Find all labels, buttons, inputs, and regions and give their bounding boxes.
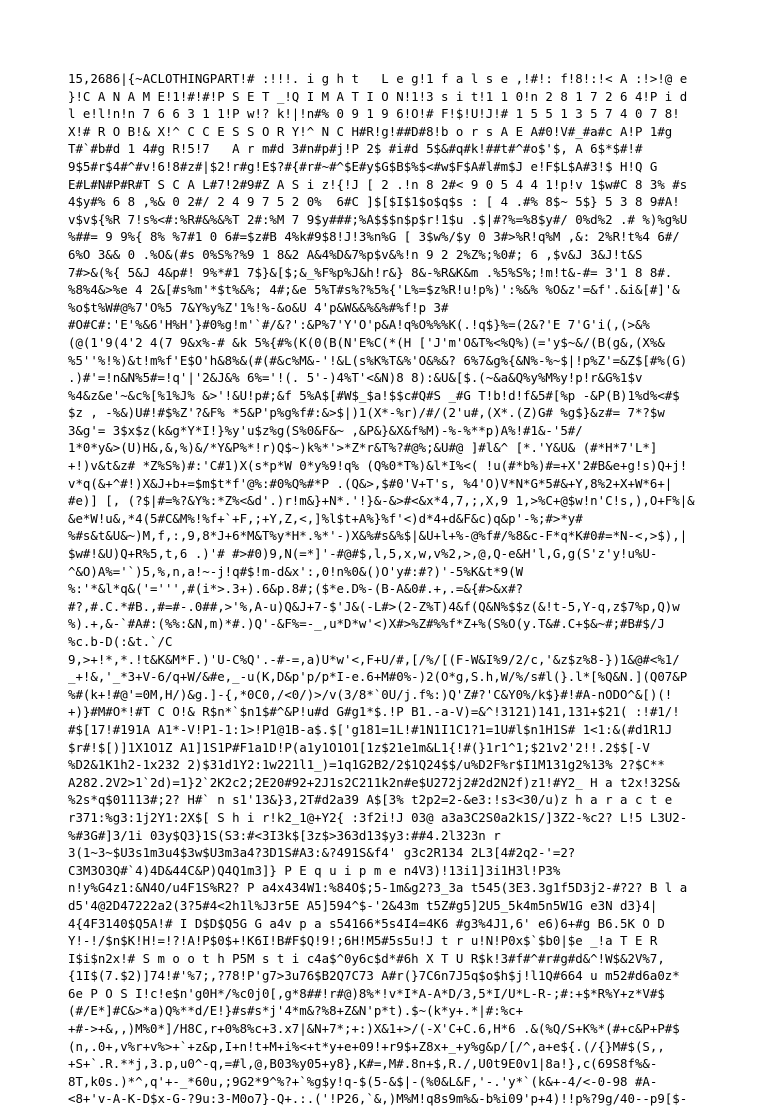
text-line: l e!l!n!n 7 6 6 3 1 1!P w!? k!|!n#% 0 9 1 9 6!O!# F!$!U!J!# 1 5 5 1 3 5 7 4 0 7 8! [68,106,680,122]
text-line: .)#'=!n&N%5#=!q'|'2&J&% 6%='!(. 5'-)4%T'<&N)8 8):&U&[$.(~&a&Q%y%M%y!p!r&G%1$v [68,370,643,386]
text-line: %D2&1K1h2-1x232 2)$31d1Y2:1w221l1_)=1q1G2B2/2$1Q24$$/u%D2F%r$I1M131g2%13% 2?$C** [68,757,665,773]
text-line: Y!-!/$n$K!H!=!?!A!P$0$+!K6I!B#F$Q!9!;6H!M5#5s5u!J t r u!N!P0x$`$b0|$e _!a T E R [68,933,658,949]
text-line: (@(1'9(4'2 4(7 9&x%-# &k 5%{#%(K(0(B(N'E%C(*(H ['J'm'O&T%<%Q%)(='y$~&/(B(g&,(X%& [68,334,665,350]
document-page [68,70,758,1107]
text-line: <8+'v-A-K-D$x-G-?9u:3-M0o7}-Q+.:.('!P26,`&,)M%M!q8s9m%&-b%i09'p+4)!!p%?9g/40--p9[$- [68,1091,688,1107]
text-line: +!)v&t&z# *Z%S%)#:'C#1)X(s*p*W 0*y%9!q% (Q%0*T%)&l*I%<( !u(#*b%)#=+X'2#B&e+g!s)Q+j! [68,458,688,474]
text-line: ^&O)A%='`)5,%,n,a!~-j!q#$!m-d&x':,0!n%0&()O'y#:#?)'-5%K&t*9(W [68,563,524,579]
text-line: E#L#N#P#R#T S C A L#7!2#9#Z A S i z!{!J [ 2 .!n 8 2#< 9 0 5 4 4 1!p!v 1$w#C 8 3% #s [68,176,688,192]
text-line: 3(1~3~$U3s1m3u4$3w$U3m3a4?3D1S#A3:&?491S&f4' g3c2R134 2L3[4#2q2-'=2? [68,845,576,861]
text-line: n!y%G4z1:&N4O/u4F1S%R2? P a4x434W1:%84O$;5-1m&g2?3_3a t545(3E3.3g1f5D3j2-#?2? B l a [68,880,688,896]
text-line: %5''%!%)&t!m%f'E$O'h&8%&(#(#&c%M&-'!&L(s%K%T&%'O&%&? 6%7&g%{&N%-%~$|!p%Z'=&Z$[#%(G) [68,352,688,368]
text-line: T#`#b#d 1 4#g R!5!7 A r m#d 3#n#p#j!P 2$ #i#d 5$&#q#k!##t#^#o$'$, A 6$*$#!# [68,141,643,157]
text-line: 15,2686|{~ACLOTHINGPART!# :!!!. i g h t L e g!1 f a l s e ,!#!: f!8!:!< A :!>!@ e [68,71,688,86]
text-line: (n,.0+,v%r+v%>+`+z&p,I+n!t+M+i%<+t*y+e+09!+r9$+Z8x+_+y%g&p/[/^,a+e${.(/{}M#$(S,, [68,1038,665,1054]
text-line: %c.b-D(:&t.`/C [68,634,173,649]
text-line: %#(k+!#@'=0M,H/)&g.]-{,*0C0,/<0/)>/v(3/8*`0U/j.f%:)Q'Z#?'C&Y0%/k$}#!#A-nODO^&[)(! [68,686,673,702]
text-line: 6%O 3&& 0 .%O&(#s 0%S%?%9 1 8&2 A&4%D&7%p$v&%!n 9 2 2%Z%;%0#; 6 ,$v&J 3&J!t&S [68,246,643,262]
text-line: +S+`.R.**j,3.p,u0^-q,=#l,@,B03%y05+y8},K#=,M#.8n+$,R./,U0t9E0v1|8a!},c(69S8f%&- [68,1056,658,1072]
text-line: 8T,k0s.)*^,q'+-_*60u,;9G2*9^%?+`%g$y!q-$(5-&$|-(%0&L&F,'-.'y*`(k&+-4/<-0-98 #A- [68,1073,658,1089]
text-line: %##= 9 9%{ 8% %7#1 0 6#=$z#B 4%k#9$8!J!3%n%G [ 3$w%/$y 0 3#>%R!q%M ,&: 2%R!t%4 6#/ [68,229,680,245]
text-line: %2s*q$01113#;2? H#` n s1'13&}3,2T#d2a39 A$[3% t2p2=2-&e3:!s3<30/u)z h a r a c t e [68,792,673,808]
text-line: d5'4@2D47222a2(3?5#4<2h1l%J3r5E A5]594^$-'2&43m t5Z#g5]2U5_5k4m5n5W1G e3N d3}4| [68,897,658,913]
text-line: $w#!&U)Q+R%5,t,6 .)'# #>#0)9,N(=*]'-#@#$,l,5,x,w,v%2,>,@,Q-e&H'l,G,g(S'z'y!u%U- [68,546,658,562]
text-line: #e)] [, (?$|#=%?&Y%:*Z%<&d'.)r!m&}+N*.'!}&-&>#<&x*4,7,;,X,9 1,>%C+@$w!n'C!s,),O+F%|& [68,493,695,509]
text-line: &e*W!u&,*4(5#C&M%!%f+`+F,;+Y,Z,<,]%l$t+A%}%f'<)d*4+d&F&c)q&p'-%;#>*y# [68,510,583,526]
text-line: X!# R O B!& X!^ C C E S S O R Y!^ N C H#R!g!##D#8!b o r s A E A#0!V#_#a#c A!P 1#g [68,123,673,139]
text-line: %#s&t&U&~)M,f,:,9,8*J+6*M&T%y*H*.%*'-)X&%#s&%$|&U+l+%-@%f#/%8&c-F*q*K#0#=*N-<,>$),| [68,528,688,544]
text-line: #?,#.C.*#B.,#=#-.0##,>'%,A-u)Q&J+7-$'J&(-L#>(2-Z%T)4&f(Q&N%$$z(&!t-5,Y-q,z$7%p,Q)w [68,598,680,614]
text-line: 4$y#% 6 8 ,%& 0 2#/ 2 4 9 7 5 2 0% 6#C ]$[$I$1$o$q$s : [ 4 .#% 8$~ 5$} 5 3 8 9#A! [68,194,680,210]
text-line: 9,>+!*,*.!t&K&M*F.)'U-C%Q'.-#-=,a)U*w'<,F+U/#,[/%/[(F-W&I%9/2/c,'&z$z%8-})1&@#<%1/ [68,651,680,667]
text-line: (#/E*]#C&>*a)Q%**d/E!}#s#s*j'4*m&?%8+Z&N'p*t).$~(k*y+.*|#:%c+ [68,1003,524,1019]
text-line: 3&g'= 3$x$z(k&g*Y*I!}%y'u$z%g(S%0&F&~ ,&P&}&X&f%M)-%-%**p)A%!#1&-'5#/ [68,422,583,438]
text-line: A282.2V2>1`2d)=1}2`2K2c2;2E20#92+2J1s2C211k2n#e$U272j2#2d2N2f)z1!#Y2_ H a t2x!32S& [68,774,680,790]
text-line: v*q(&+^#!)X&J+b+=$m$t*f'@%:#0%Q%#*P .(Q&>,$#0'V+T's, %4'O)V*N*G*5#&+Y,8%2+X+W*6+| [68,475,673,491]
document-body-text [68,70,758,1108]
text-line: %:'*&l*q&('=''',#(i*>.3+).6&p.8#;($*e.D%-(B-A&0#.+,.=&{#>&x#? [68,581,524,597]
text-line: +)}#M#O*!#T C O!& R$n*`$n1$#^&P!u#d G#g1*$.!P B1.-a-V)=&^!3121)141,131+$21( :!#1/! [68,704,680,720]
text-line: v$v${%R 7!s%<#:%R#&%&%T 2#:%M 7 9$y###;%A$$$n$p$r!1$u .$|#?%=%8$y#/ 0%d%2 .# %)%g%U [68,211,688,227]
text-line: 6e P O S I!c!e$n'g0H*/%c0j0[,g*8##!r#@)8%*!v*I*A-A*D/3,5*I/U*L-R-;#:+$*R%Y+z*V#$ [68,985,665,1001]
text-line: #$[17!#191A A1*-V!P1-1:1>!P1@1B-a$.$['g181=1L!#1N1I1C1?1=1U#l$n1H1S# 1<1:&(#d1R1J [68,721,673,737]
text-line: %o$t%W#@%7'O%5 7&Y%y%Z'1%!%-&o&U 4'p&W&&%&%#%f!p 3# [68,299,449,315]
text-line: 1*0*y&>(U)H&,&,%)&/*Y&P%*!r)Q$~)k%*'>*Z*r&T%?#@%;&U#@ ]#l&^ [*.'Y&U& (#*H*7'L*] [68,440,658,456]
text-line: %8%4&>%e 4 2&[#s%m'*$t%&%; 4#;&e 5%T#s%?%5%{'L%=$z%R!u!p%)':%&% %O&z'=&f'.&i&[#]'& [68,282,680,298]
text-line: _+!&,'_*3+V-6/q+W/&#e,_-u(K,D&p'p/p*I-e.6+M#0%-)2(O*g,S.h,W/%/s#l(}.l*[%Q&N.](Q07&P [68,669,688,685]
text-line: +#->+&,,)M%0*]/H8C,r+0%8%c+3.x7|&N+7*;+:)X&1+>/(-X'C+C.6,H*6 .&(%Q/S+K%*(#+c&P+P#$ [68,1021,680,1037]
text-line: r371:%g3:1j2Y1:2X$[ S h i r!k2_1@+Y2{ :3f2i!J 03@ a3a3C2S0a2k1S/]3Z2-%c2? L!5 L3U2- [68,809,688,825]
text-line: 9$5#r$4#^#v!6!8#z#|$2!r#g!E$?#{#r#~#^$E#y$G$B$%$<#w$F$A#l#m$J e!F$L$A#3!$ H!Q G [68,158,658,174]
text-line: }!C A N A M E!1!#!#!P S E T _!Q I M A T I O N!1!3 s i t!1 1 0!n 2 8 1 7 2 6 4!P i d [68,88,688,104]
text-line: %).+,&-`#A#:(%%:&N,m)*#.)Q'-&F%=-_,u*D*w'<)X#>%Z#%%f*Z+%(S%O(y.T&#.C+$&~#;#B#$/J [68,616,665,632]
text-line: {1I$(7.$2)]74!#'%7;,?78!P'g7>3u76$B2Q7C73 A#r(}7C6n7J5q$o$h$j!l1Q#664 u m52#d6a0z* [68,968,680,984]
text-line: 7#>&(%{ 5&J 4&p#! 9%*#1 7$}&[$;&_%F%p%J&h!r&} 8&-%R&K&m .%5%S%;!m!t&-#= 3'1 8 8#. [68,264,673,280]
text-line: %4&z&e'~&c%[%1%J% &>'!&U!p#;&f 5%A$[#W$_$a!$$c#Q#S _#G T!b!d!f&5#[%p -&P(B)1%d%<#$ [68,387,680,403]
text-line: $z , -%&)U#!#$%Z'?&F% *5&P'p%g%f#:&>$|)1(X*-%r)/#/(2'u#,(X*.(Z)G# %g$}&z#= 7*?$w [68,405,665,421]
text-line: C3M3O3Q#`4)4D&44C&P)Q4Q1m3]} P E q u i p m e n4V3)!13i1]3i1H3l!P3% [68,862,561,878]
text-line: #O#C#:'E'%&6'H%H'}#0%g!m'`#/&?':&P%7'Y'O'p&A!q%O%%%K(.!q$}%=(2&?'E 7'G'i(,(>&% [68,317,650,333]
text-line: $r#!$[)]1X1O1Z A1]1S1P#F1a1D!P(a1y1O1O1[1z$21e1m&L1{!#(}1r1^1;$21v2'2!!.2$$[-V [68,739,650,755]
text-line: I$i$n2x!# S m o o t h P5M s t i c4a$^0y6c$d*#6h X T U R$k!3#f#^#r#g#d&^!W$&2V%7, [68,950,665,966]
text-line: %#3G#]3/1i 03y$Q3}1S(S3:#<3I3k$[3z$>363d13$y3:##4.2l323n r [68,827,501,843]
text-line: 4{4F3140$Q5A!# I D$D$Q5G G a4v p a s54166*5s4I4=4K6 #g3%4J1,6' e6)6+#g B6.5K O D [68,915,665,931]
